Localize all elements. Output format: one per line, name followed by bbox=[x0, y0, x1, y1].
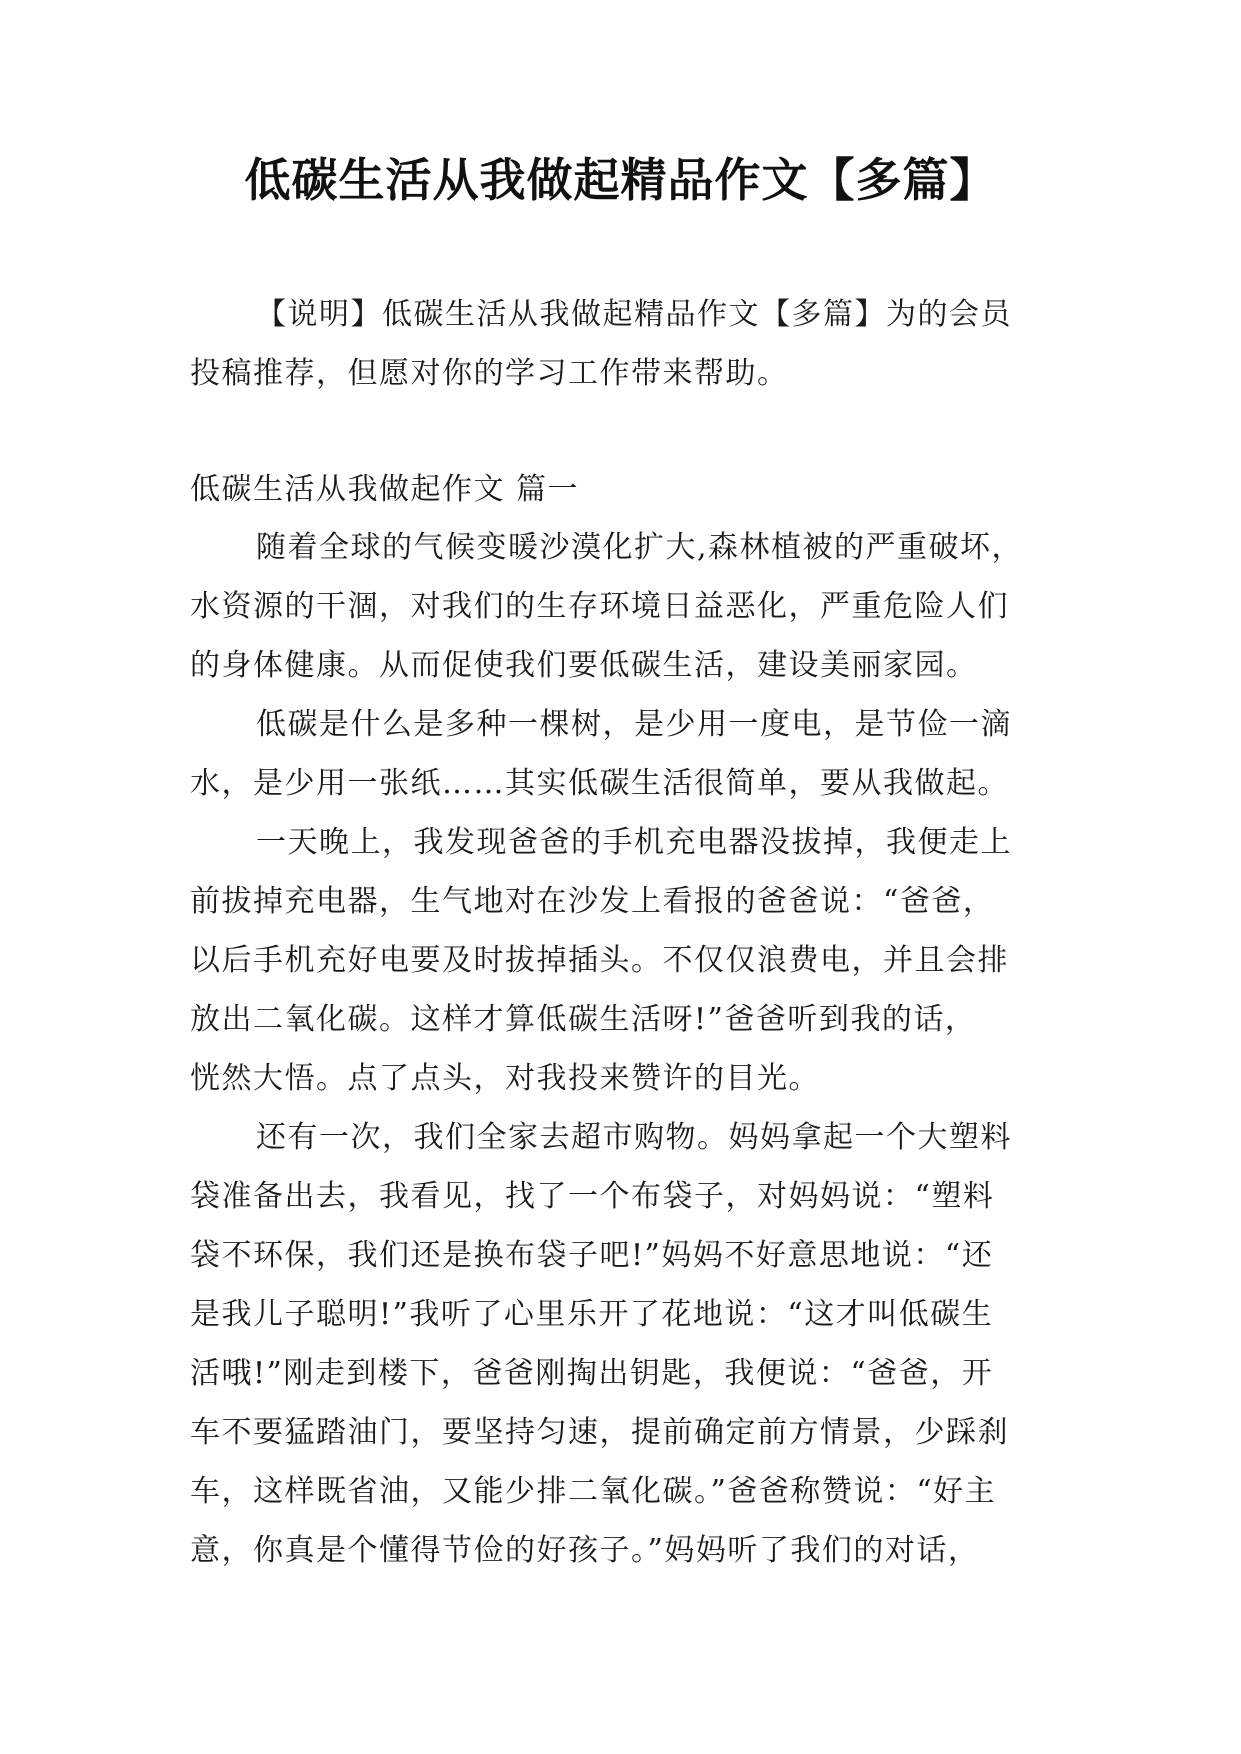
paragraph-line: 低碳是什么是多种一棵树，是少用一度电，是节俭一滴 bbox=[256, 707, 1012, 742]
document-title: 低碳生活从我做起精品作文【多篇】 bbox=[244, 153, 997, 207]
paragraph-line: 的身体健康。从而促使我们要低碳生活，建设美丽家园。 bbox=[190, 648, 978, 683]
paragraph-line: 是我儿子聪明!”我听了心里乐开了花地说：“这才叫低碳生 bbox=[190, 1297, 994, 1332]
paragraph-line: 前拔掉充电器，生气地对在沙发上看报的爸爸说：“爸爸， bbox=[190, 884, 995, 919]
paragraph-line: 放出二氧化碳。这样才算低碳生活呀!”爸爸听到我的话， bbox=[190, 1002, 977, 1037]
description-line: 投稿推荐，但愿对你的学习工作带来帮助。 bbox=[190, 356, 789, 391]
paragraph-line: 还有一次，我们全家去超市购物。妈妈拿起一个大塑料 bbox=[256, 1120, 1012, 1155]
article-body bbox=[190, 518, 1060, 1580]
paragraph-line: 恍然大悟。点了点头，对我投来赞许的目光。 bbox=[190, 1061, 820, 1096]
paragraph-line: 随着全球的气候变暖沙漠化扩大,森林植被的严重破坏， bbox=[256, 530, 1024, 565]
paragraph-line: 车，这样既省油，又能少排二氧化碳。”爸爸称赞说：“好主 bbox=[190, 1474, 997, 1509]
paragraph-line: 袋准备出去，我看见，找了一个布袋子，对妈妈说：“塑料 bbox=[190, 1179, 995, 1214]
paragraph-line: 水资源的干涸，对我们的生存环境日益恶化，严重危险人们 bbox=[190, 589, 1009, 624]
paragraph-line: 水，是少用一张纸……其实低碳生活很简单，要从我做起。 bbox=[190, 766, 1009, 801]
paragraph-line: 以后手机充好电要及时拔掉插头。不仅仅浪费电，并且会排 bbox=[190, 943, 1009, 978]
paragraph-line: 一天晚上，我发现爸爸的手机充电器没拔掉，我便走上 bbox=[256, 825, 1012, 860]
paragraph-line: 意，你真是个懂得节俭的好孩子。”妈妈听了我们的对话， bbox=[190, 1533, 980, 1568]
section-heading bbox=[190, 460, 1060, 519]
description-paragraph bbox=[190, 285, 1060, 403]
description-line: 【说明】低碳生活从我做起精品作文【多篇】为的会员 bbox=[256, 297, 1012, 332]
section-heading-text: 低碳生活从我做起作文 篇一 bbox=[190, 472, 580, 507]
paragraph-line: 活哦!”刚走到楼下，爸爸刚掏出钥匙，我便说：“爸爸，开 bbox=[190, 1356, 994, 1391]
paragraph-line: 车不要猛踏油门，要坚持匀速，提前确定前方情景，少踩刹 bbox=[190, 1415, 1009, 1450]
paragraph-line: 袋不环保，我们还是换布袋子吧!”妈妈不好意思地说：“还 bbox=[190, 1238, 994, 1273]
